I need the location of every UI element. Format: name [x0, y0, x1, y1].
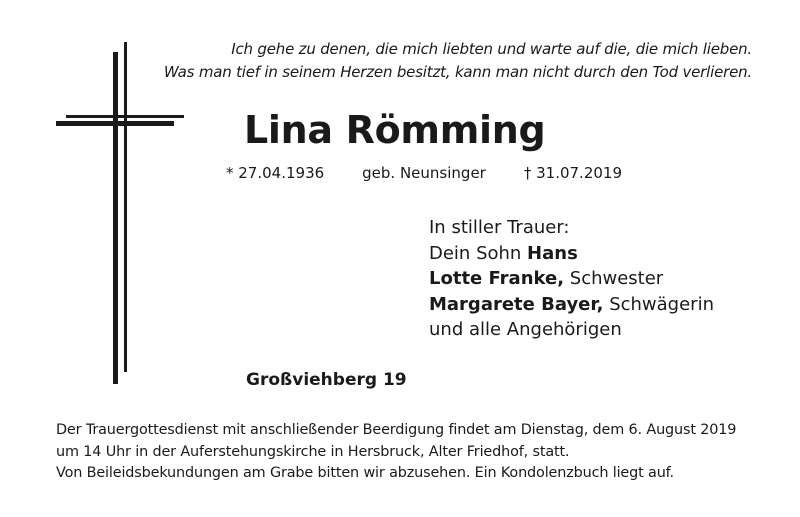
sister-name: Lotte Franke, [429, 268, 565, 289]
sister-in-law-name: Margarete Bayer, [429, 293, 604, 315]
family-address: Großviehberg 19 [246, 370, 407, 390]
mourners-list [429, 215, 714, 343]
mourner-son [429, 241, 714, 267]
memorial-quote [164, 38, 752, 84]
service-line-2: um 14 Uhr in der Auferstehungskirche in Hersbruck, Alter Friedhof, statt. [56, 443, 570, 460]
service-line-3: Von Beileidsbekundungen am Grabe bitten wir abzusehen. Ein Kondolenzbuch liegt auf. [56, 465, 674, 481]
mourner-sister-in-law [429, 292, 714, 318]
sister-role: Schwester [564, 268, 664, 289]
mourner-sister [429, 266, 714, 292]
maiden-name: geb. Neunsinger [362, 164, 486, 182]
mourners-others: und alle Angehörigen [429, 319, 622, 340]
mourners-intro: In stiller Trauer: [429, 217, 570, 238]
cross-icon [0, 0, 200, 390]
son-prefix: Dein Sohn [429, 242, 528, 264]
life-dates [226, 164, 622, 182]
quote-line-1: Ich gehe zu denen, die mich liebten und warte auf die, die mich lieben. [231, 40, 752, 58]
service-info [56, 420, 736, 485]
sister-in-law-role: Schwägerin [603, 293, 714, 315]
service-line-1: Der Trauergottesdienst mit anschließender Beerdigung findet am Dienstag, dem 6. August 2019 [56, 422, 737, 438]
birth-date: * 27.04.1936 [226, 164, 325, 182]
deceased-name: Lina Römming [244, 108, 546, 152]
quote-line-2: Was man tief in seinem Herzen besitzt, kann man nicht durch den Tod verlieren. [163, 63, 752, 81]
death-date: † 31.07.2019 [523, 164, 622, 182]
son-name: Hans [527, 242, 578, 264]
